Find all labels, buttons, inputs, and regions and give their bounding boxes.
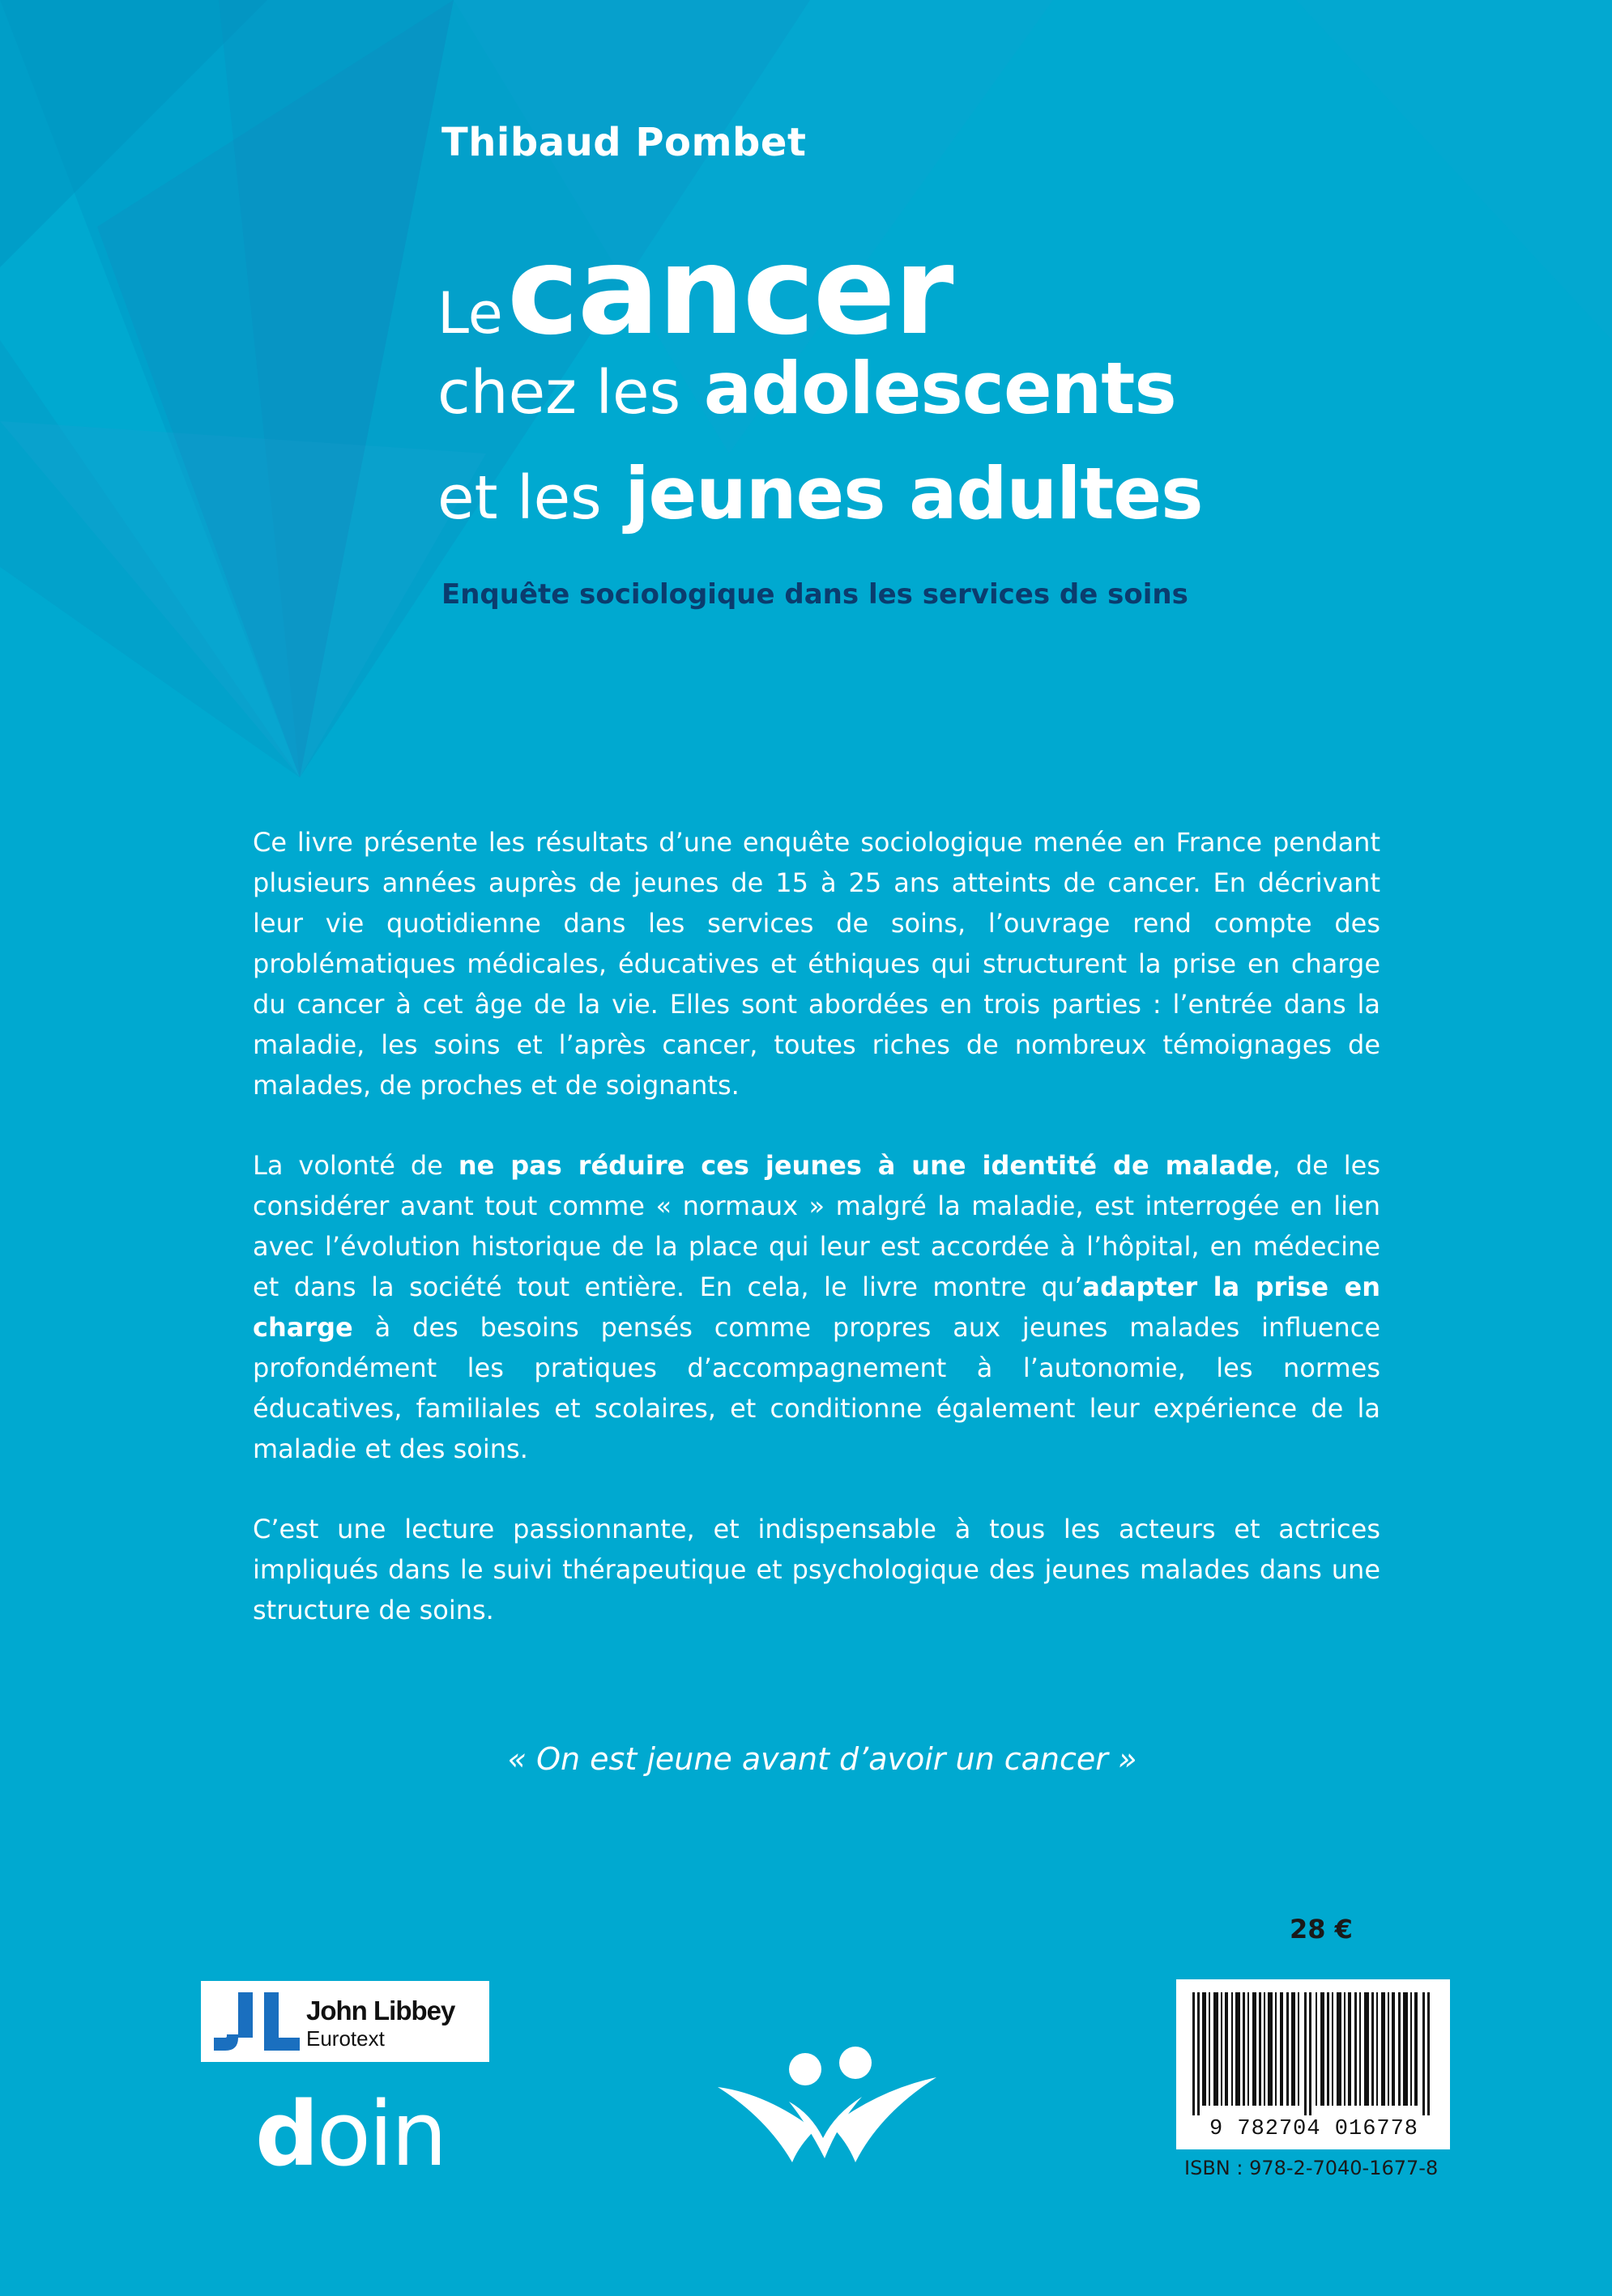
pull-quote: « On est jeune avant d’avoir un cancer »	[507, 1741, 1137, 1777]
book-title	[437, 221, 1203, 563]
doin-logo-d: d	[255, 2082, 317, 2186]
barcode	[1176, 1979, 1450, 2149]
jl-publisher-name: John Libbey	[306, 1996, 455, 2026]
title-line-1-emphasis: cancer	[506, 221, 953, 362]
isbn-label: ISBN : 978-2-7040-1677-8	[1184, 2157, 1439, 2179]
blurb-p2-bold-2: adapter la prise en charge	[253, 1272, 1381, 1343]
reader-book-icon	[718, 2045, 936, 2166]
price-label: 28 €	[1290, 1914, 1353, 1945]
book-subtitle: Enquête sociologique dans les services de soins	[441, 578, 1188, 611]
john-libbey-logo	[201, 1981, 489, 2062]
blurb-p2-text-3: à des besoins pensés comme propres aux jeunes malades influence profondément les pratiques d’accompagnement à l’autonomie, les normes éducatives, familiales et scolaires, et conditionne également leur expérience de la maladie et des soins.	[253, 1312, 1380, 1464]
title-line-3-prefix: et les	[437, 463, 602, 533]
title-line-1-prefix: Le	[437, 280, 503, 347]
title-line-1	[437, 221, 1203, 362]
doin-logo	[255, 2082, 446, 2186]
blurb-p2-bold-1: ne pas réduire ces jeunes à une identité de malade	[458, 1150, 1273, 1181]
blurb-paragraph-3: C’est une lecture passionnante, et indispensable à tous les acteurs et actrices impliqués dans le suivi thérapeutique et psychologique des jeunes malades dans une structure de soins.	[253, 1514, 1380, 1625]
author-name: Thibaud Pombet	[441, 120, 807, 165]
title-line-2	[437, 347, 1203, 458]
title-line-3-emphasis: jeunes adultes	[625, 452, 1203, 535]
jl-publisher-sub: Eurotext	[306, 2026, 385, 2051]
doin-logo-rest: oin	[316, 2082, 446, 2186]
blurb-p2-text-1: La volonté de	[253, 1150, 458, 1181]
title-line-3	[437, 452, 1203, 563]
title-line-2-prefix: chez les	[437, 358, 681, 428]
jl-logo-icon	[214, 1992, 303, 2052]
barcode-number: 9 782704 016778	[1209, 2117, 1419, 2141]
blurb-p2-text-2: , de les considérer avant tout comme « normaux » malgré la maladie, est interrogée en lien avec l’évolution historique de la place qui leur est accordée à l’hôpital, en médecine et dans la société tout entière. En cela, le livre montre qu’	[253, 1150, 1381, 1302]
blurb-paragraph-1: Ce livre présente les résultats d’une enquête sociologique menée en France pendant plusieurs années auprès de jeunes de 15 à 25 ans atteints de cancer. En décrivant leur vie quotidienne dans les services de soins, l’ouvrage rend compte des problématiques médicales, éducatives et éthiques qui structurent la prise en charge du cancer à cet âge de la vie. Elles sont abordées en trois parties : l’entrée dans la maladie, les soins et l’après cancer, toutes riches de nombreux témoignages de malades, de proches et de soignants.	[253, 827, 1380, 1101]
barcode-icon	[1191, 1992, 1437, 2115]
title-line-2-emphasis: adolescents	[703, 347, 1176, 430]
back-cover-blurb	[253, 822, 1380, 1670]
blurb-paragraph-2	[253, 1145, 1380, 1469]
